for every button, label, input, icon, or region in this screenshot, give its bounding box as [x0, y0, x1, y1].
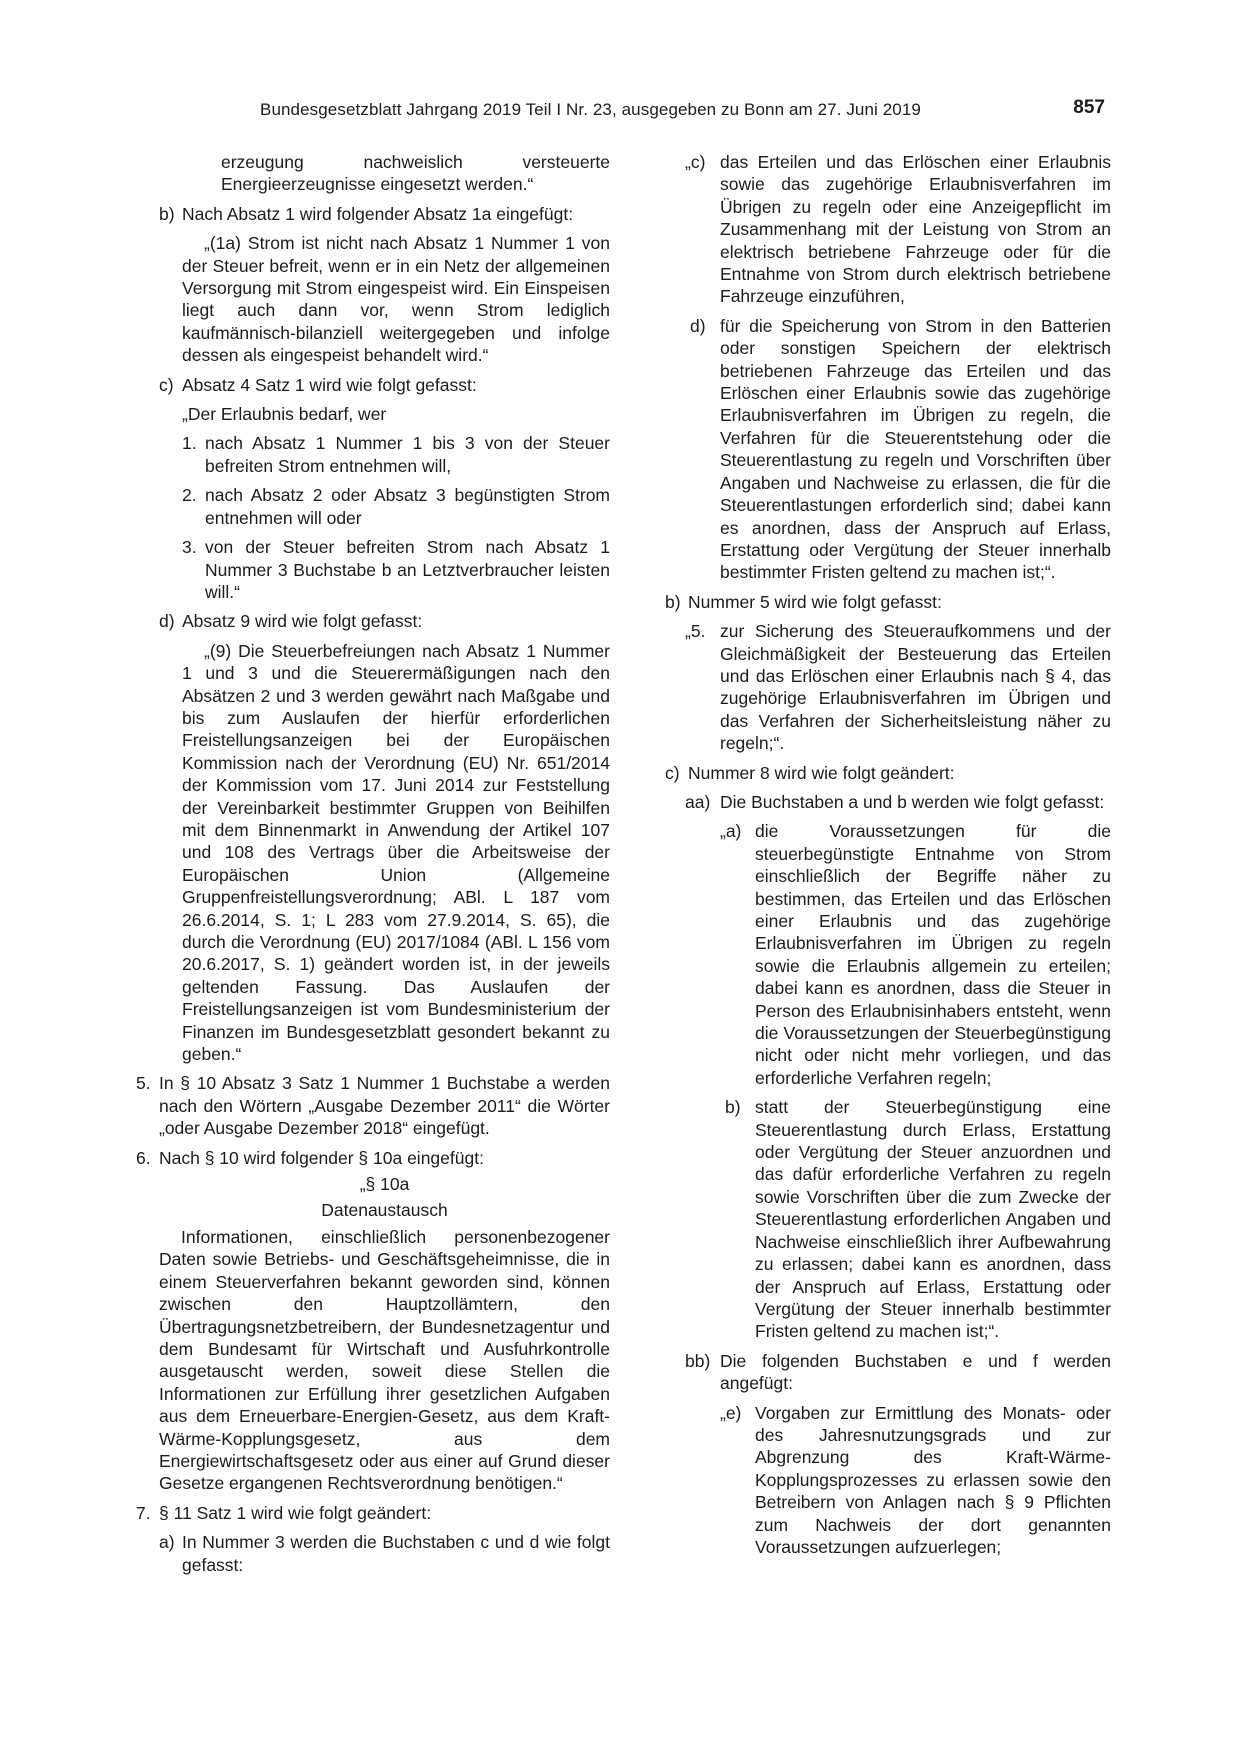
list-item	[159, 536, 610, 603]
list-label: d)	[690, 315, 706, 336]
list-item	[159, 203, 610, 225]
list-label: a)	[159, 1532, 175, 1553]
list-item	[665, 820, 1111, 1089]
list-label: 1.	[182, 433, 197, 454]
list-text: für die Speicherung von Strom in den Batterien oder sonstigen Speichern der elektrisch betriebenen Fahrzeuge das Erteilen und das Erlöschen einer Erlaubnis sowie das zugehörige Erlaubnisverfahren im Übrigen zu regeln, die Verfahren für die Steuerentstehung oder die Steuerentlastung zu regeln und Vorschriften über Angaben und Nachweise zu erlassen, die für die Steuerentlastungen erforderlich sind; dabei kann es anordnen, dass der Anspruch auf Erlass, Erstattung oder Vergütung der Steuer innerhalb bestimmter Fristen geltend zu machen ist;“.	[720, 315, 1111, 583]
list-text: Absatz 4 Satz 1 wird wie folgt gefasst:	[182, 374, 477, 395]
list-label: aa)	[685, 791, 711, 812]
list-item	[665, 1096, 1111, 1342]
list-label: 7.	[136, 1502, 151, 1523]
paragraph: Informationen, einschließlich personenbezogener Daten sowie Betriebs- und Geschäftsgeheimnisse, die in einem Steuerverfahren bekannt geworden sind, können zwischen den Hauptzollämtern, den Übertragungsnetzbetreibern, der Bundesnetzagentur und dem Bundesamt für Wirtschaft und Ausfuhrkontrolle ausgetauscht werden, soweit diese Stellen die Informationen zur Erfüllung ihrer gesetzlichen Aufgaben aus dem Erneuerbare-Energien-Gesetz, aus dem Kraft-Wärme-Kopplungsgesetz, aus dem Energiewirtschaftsgesetz oder aus einer auf Grund dieser Gesetze ergangenen Rechtsverordnung benötigen.“	[159, 1226, 610, 1494]
list-item	[159, 610, 610, 632]
list-label: „e)	[720, 1402, 742, 1423]
paragraph: erzeugung nachweislich versteuerte Energieerzeugnisse eingesetzt werden.“	[221, 152, 610, 195]
list-text: nach Absatz 1 Nummer 1 bis 3 von der Steuer befreiten Strom entnehmen will,	[205, 433, 610, 476]
list-text: Die folgenden Buchstaben e und f werden angefügt:	[720, 1350, 1111, 1394]
header-title: Bundesgesetzblatt Jahrgang 2019 Teil I Nr. 23, ausgegeben zu Bonn am 27. Juni 2019	[260, 100, 921, 119]
paragraph: „Der Erlaubnis bedarf, wer	[182, 404, 387, 425]
list-label: „5.	[685, 621, 706, 642]
list-text: von der Steuer befreiten Strom nach Absatz 1 Nummer 3 Buchstabe b an Letztverbraucher leisten will.“	[205, 537, 610, 602]
list-item	[665, 315, 1111, 584]
list-item	[159, 432, 610, 477]
list-label: b)	[725, 1097, 741, 1118]
quoted-paragraph: „(1a) Strom ist nicht nach Absatz 1 Nummer 1 von der Steuer befreit, wenn er in ein Netz der allgemeinen Versorgung mit Strom eingespeist wird. Ein Einspeisen liegt auch dann vor, wenn Strom lediglich kaufmännisch-bilanziell weitergegeben und infolge dessen als eingespeist behandelt wird.“	[182, 233, 610, 366]
list-item	[665, 762, 1111, 784]
section-number: „§ 10a	[359, 1174, 410, 1195]
list-item	[665, 1350, 1111, 1395]
right-column	[665, 151, 1111, 1565]
list-label: bb)	[685, 1350, 711, 1371]
section-title: Datenaustausch	[321, 1200, 448, 1221]
list-text: die Voraussetzungen für die steuerbegünstigte Entnahme von Strom einschließlich der Begriffe näher zu bestimmen, das Erteilen und das Erlöschen einer Erlaubnis und das zugehörige Erlaubnisverfahren im Übrigen zu regeln sowie die Erlaubnis allgemein zu erteilen; dabei kann es anordnen, dass die Steuer in Person des Erlaubnisinhabers entsteht, wenn die Voraussetzungen der Steuerbegünstigung nicht oder nicht mehr vorliegen, und das erforderliche Verfahren regeln;	[755, 821, 1111, 1088]
list-text: nach Absatz 2 oder Absatz 3 begünstigten Strom entnehmen will oder	[205, 485, 610, 528]
list-item	[159, 484, 610, 529]
list-text: Nach Absatz 1 wird folgender Absatz 1a eingefügt:	[182, 203, 574, 224]
list-text: Vorgaben zur Ermittlung des Monats- oder des Jahresnutzungsgrads und zur Abgrenzung des Kraft-Wärme-Kopplungsprozesses zu erlassen sowie den Betreibern von Anlagen nach § 9 Pflichten zum Nachweis der dort genannten Voraussetzungen aufzuerlegen;	[755, 1402, 1111, 1557]
list-item	[136, 1502, 610, 1524]
list-text: In § 10 Absatz 3 Satz 1 Nummer 1 Buchstabe a werden nach den Wörtern „Ausgabe Dezember 2011“ die Wörter „oder Ausgabe Dezember 2018“ eingefügt.	[159, 1073, 610, 1139]
list-item	[665, 620, 1111, 754]
quoted-paragraph: „(9) Die Steuerbefreiungen nach Absatz 1 Nummer 1 und 3 und die Steuerermäßigungen nach den Absätzen 2 und 3 werden gewährt nach Maßgabe und bis zum Auslaufen der hierfür erforderlichen Freistellungsanzeigen bei der Europäischen Kommission nach der Verordnung (EU) Nr. 651/2014 der Kommission vom 17. Juni 2014 zur Feststellung der Vereinbarkeit bestimmter Gruppen von Beihilfen mit dem Binnenmarkt in Anwendung der Artikel 107 und 108 des Vertrags über die Arbeitsweise der Europäischen Union (Allgemeine Gruppenfreistellungsverordnung; ABl. L 187 vom 26.6.2014, S. 1; L 283 vom 27.9.2014, S. 65), die durch die Verordnung (EU) 2017/1084 (ABl. L 156 vom 20.6.2017, S. 1) geändert worden ist, in der jeweils geltenden Fassung. Das Auslaufen der Freistellungsanzeigen ist vom Bundesministerium der Finanzen im Bundesgesetzblatt gesondert bekannt zu geben.“	[182, 640, 610, 1065]
list-item	[136, 1147, 610, 1169]
page-header	[260, 97, 1105, 126]
list-text: In Nummer 3 werden die Buchstaben c und d wie folgt gefasst:	[182, 1532, 610, 1575]
list-text: Nach § 10 wird folgender § 10a eingefügt:	[159, 1147, 484, 1168]
list-label: b)	[159, 203, 175, 224]
list-label: 5.	[136, 1073, 151, 1094]
list-label: 3.	[182, 537, 197, 558]
list-item	[136, 1072, 610, 1139]
list-label: c)	[159, 374, 174, 395]
list-label: d)	[159, 611, 175, 632]
list-label: 6.	[136, 1147, 151, 1168]
list-label: 2.	[182, 485, 197, 506]
list-label: „a)	[720, 821, 742, 842]
list-text: § 11 Satz 1 wird wie folgt geändert:	[159, 1502, 432, 1523]
left-column	[136, 151, 610, 1583]
list-label: c)	[665, 762, 680, 783]
list-item	[159, 374, 610, 396]
list-item	[665, 1402, 1111, 1559]
list-item	[665, 791, 1111, 813]
list-text: Die Buchstaben a und b werden wie folgt gefasst:	[720, 791, 1105, 812]
list-label: b)	[665, 591, 681, 612]
list-text: zur Sicherung des Steueraufkommens und der Gleichmäßigkeit der Besteuerung das Erteilen und das Erlöschen einer Erlaubnis nach § 4, das zugehörige Erlaubnisverfahren im Übrigen und das Verfahren der Sicherheitsleistung näher zu regeln;“.	[720, 621, 1111, 754]
list-text: Nummer 8 wird wie folgt geändert:	[688, 762, 955, 783]
list-text: Nummer 5 wird wie folgt gefasst:	[688, 591, 942, 612]
list-label: „c)	[685, 152, 706, 172]
list-item	[159, 1531, 610, 1576]
list-text: Absatz 9 wird wie folgt gefasst:	[182, 611, 423, 632]
list-item	[665, 151, 1111, 308]
list-text: statt der Steuerbegünstigung eine Steuerentlastung durch Erlass, Erstattung oder Vergütung der Steuer anzuordnen und das dafür erforderliche Verfahren zu regeln sowie Vorschriften über die zum Zwecke der Steuerentlastung erforderlichen Angaben und Nachweise einschließlich ihrer Aufbewahrung zu erlassen; dabei kann es anordnen, dass der Anspruch auf Erlass, Erstattung oder Vergütung der Steuer innerhalb bestimmter Fristen geltend zu machen ist;“.	[755, 1097, 1111, 1342]
page-number: 857	[1073, 97, 1105, 118]
list-item	[665, 591, 1111, 613]
list-text: das Erteilen und das Erlöschen einer Erlaubnis sowie das zugehörige Erlaubnisverfahren im Übrigen zu regeln oder eine Anzeigepflicht im Zusammenhang mit der Leistung von Strom an elektrisch betriebene Fahrzeuge oder für die Entnahme von Strom durch elektrisch betriebene Fahrzeuge einzuführen,	[720, 152, 1111, 307]
